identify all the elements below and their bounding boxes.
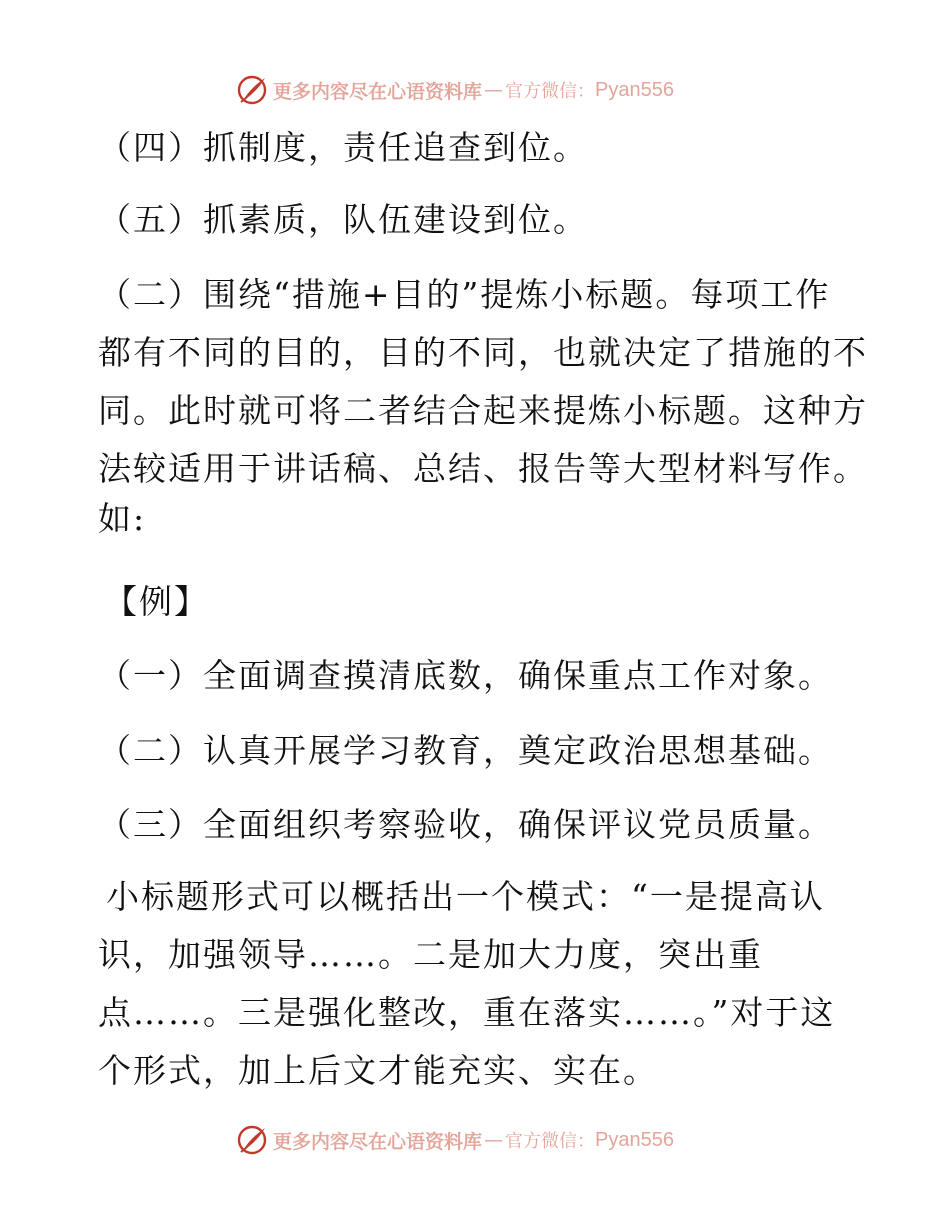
watermark-dash: — [484, 79, 504, 101]
paragraph-line: （二）围绕“措施+目的”提炼小标题。每项工作 [98, 275, 831, 314]
example-label: 【例】 [104, 582, 209, 621]
watermark-brand: 更多内容尽在心语资料库 [273, 1130, 483, 1153]
item-five: （五）抓素质，队伍建设到位。 [98, 200, 588, 239]
paragraph-line: 如: [98, 499, 147, 538]
paragraph-line: 小标题形式可以概括出一个模式：“一是提高认 [106, 877, 825, 916]
quill-pen-logo-icon [235, 73, 269, 107]
watermark-wechat-label: 官方微信： [505, 1131, 596, 1152]
summary-paragraph [98, 868, 866, 1100]
paragraph-line: 个形式，加上后文才能充实、实在。 [98, 1051, 658, 1090]
paragraph-line: 同。此时就可将二者结合起来提炼小标题。这种方 [98, 391, 868, 430]
example-item: （二）认真开展学习教育，奠定政治思想基础。 [98, 731, 833, 770]
paragraph-line: 法较适用于讲话稿、总结、报告等大型材料写作。 [98, 449, 868, 488]
watermark-wechat-label: 官方微信： [505, 81, 596, 102]
paragraph-line: 都有不同的目的，目的不同，也就决定了措施的不 [98, 333, 868, 372]
watermark-brand: 更多内容尽在心语资料库 [273, 80, 483, 103]
watermark-wechat-id: Pyan556 [595, 78, 674, 101]
header-watermark [235, 72, 674, 108]
quill-pen-logo-icon [235, 1123, 269, 1157]
item-four: （四）抓制度，责任追查到位。 [98, 128, 588, 167]
watermark-dash: — [484, 1129, 504, 1151]
paragraph-line: 点……。三是强化整改，重在落实……。”对于这 [98, 993, 836, 1032]
example-item: （三）全面组织考察验收，确保评议党员质量。 [98, 805, 833, 844]
footer-watermark [235, 1122, 674, 1158]
section-two-paragraph [98, 266, 868, 548]
example-item: （一）全面调查摸清底数，确保重点工作对象。 [98, 656, 833, 695]
watermark-wechat-id: Pyan556 [595, 1128, 674, 1151]
paragraph-line: 识，加强领导……。二是加大力度，突出重 [98, 935, 763, 974]
